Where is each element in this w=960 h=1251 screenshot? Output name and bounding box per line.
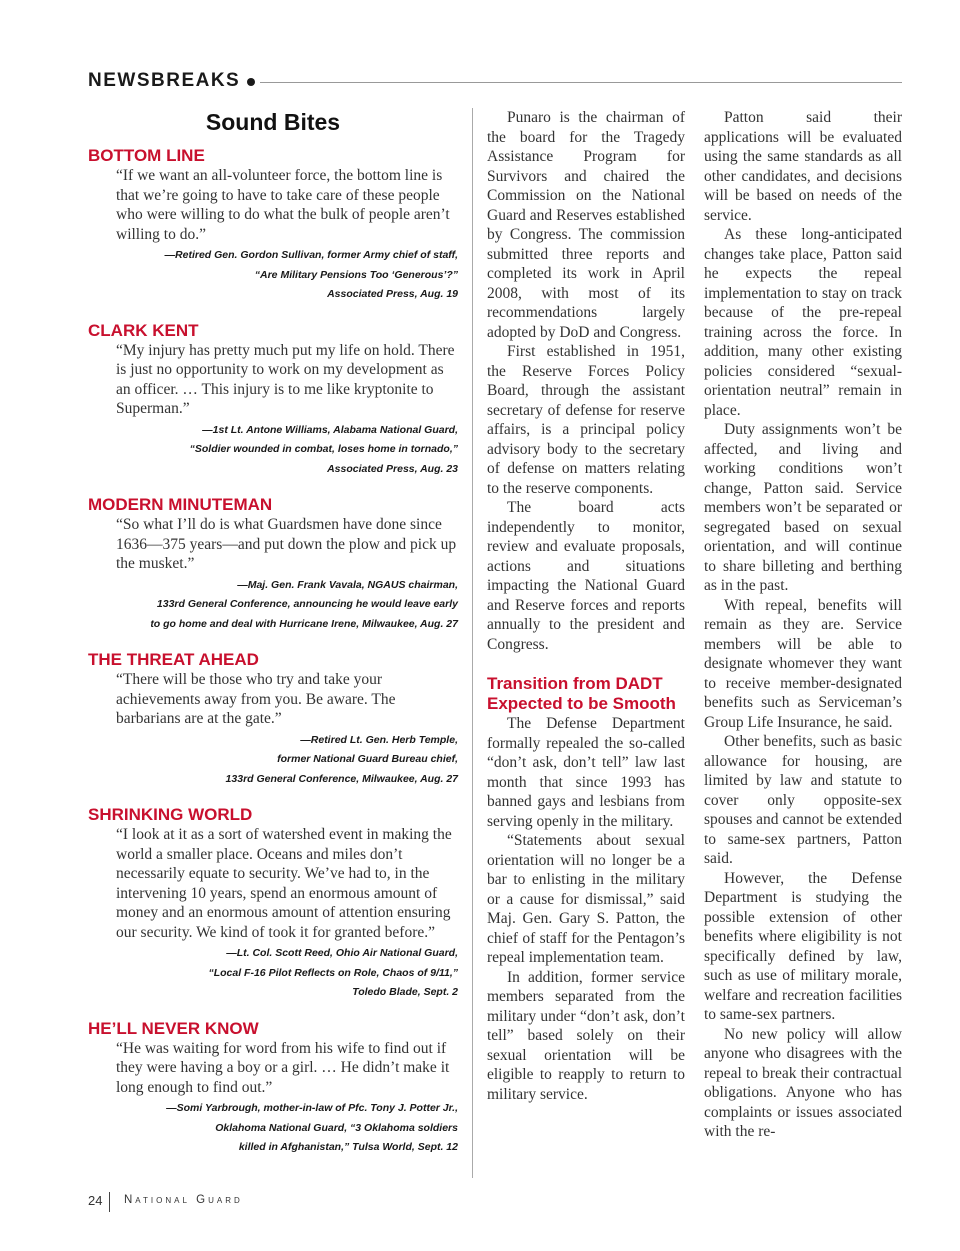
attribution-line: former National Guard Bureau chief,: [277, 753, 458, 765]
sound-bite-item: [88, 805, 458, 1003]
article-paragraph: With repeal, benefits will remain as they are. Service members will be able to designate whomever they want to receive member-designated benefits such as Serviceman’s Group Life Insurance, he said.: [704, 596, 902, 731]
article-subheading: Transition from DADT Expected to be Smooth: [487, 674, 676, 713]
article-paragraph: Duty assignments won’t be affected, and living and working conditions won’t change, Patton said. Service members won’t be separated or segregated based on sexual orientation, and will continue to share billeting and berthing as in the past.: [704, 421, 902, 594]
article-paragraph: Punaro is the chairman of the board for the Tragedy Assistance Program for Survivors and chaired the Commission on the National Guard and Reserves established by Congress. The commission submitted three reports and completed its work in April 2008, with most of its recommendations largely adopted by DoD and Congress.: [487, 109, 685, 341]
article-paragraph: However, the Defense Department is studying the possible extension of other benefits where eligibility is not specifically defined by law, such as use of military morale, welfare and recreation facilities to same-sex partners.: [704, 869, 902, 1023]
attribution-line: —Lt. Col. Scott Reed, Ohio Air National Guard,: [226, 947, 458, 959]
footer-divider: [109, 1192, 110, 1212]
sound-bite-heading: MODERN MINUTEMAN: [88, 495, 273, 514]
page-number: 24: [88, 1193, 103, 1208]
attribution-line: —Retired Lt. Gen. Herb Temple,: [300, 733, 458, 746]
sound-bite-heading: CLARK KENT: [88, 320, 199, 340]
article-column-right: [704, 108, 902, 1142]
attribution-line: —Maj. Gen. Frank Vavala, NGAUS chairman,: [237, 578, 458, 591]
sound-bite-heading: SHRINKING WORLD: [88, 805, 253, 824]
sound-bite-item: [88, 321, 458, 480]
sound-bites-column: [88, 108, 458, 1174]
attribution-line: —Somi Yarbrough, mother-in-law of Pfc. Tony J. Potter Jr.,: [166, 1102, 458, 1114]
attribution-line: “Soldier wounded in combat, loses home in tornado,”: [189, 443, 458, 455]
attribution-line: Toledo Blade, Sept. 2: [352, 986, 458, 998]
sound-bite-quote: “There will be those who try and take your achievements away from you. Be aware. The barbarians are at the gate.”: [116, 671, 396, 727]
attribution-line: 133rd General Conference, announcing he would leave early: [156, 598, 458, 610]
article-paragraph: First established in 1951, the Reserve Forces Policy Board, through the assistant secretary of defense for reserve affairs, is a principal policy advisory body to the secretary of defense on matters relating to the reserve components.: [487, 343, 685, 497]
sound-bite-quote: “I look at it as a sort of watershed event in making the world a smaller place. Oceans and miles don’t necessarily equate to security. We’ve had to, in the intervening 10 years, spend an enormous amount of money and an enormous amount of attention ensuring our security. We kind of took it for granted before.”: [116, 826, 452, 941]
article-paragraph: Other benefits, such as basic allowance for housing, are limited by law and statute to cover only opposite-sex spouses and cannot be extended to same-sex partners, Patton said.: [704, 733, 902, 867]
sound-bite-item: [88, 650, 458, 789]
sound-bite-quote: “So what I’ll do is what Guardsmen have done since 1636—375 years—and put down the plow and pick up the musket.”: [116, 516, 457, 572]
attribution-line: 133rd General Conference, Milwaukee, Aug. 27: [225, 772, 458, 785]
sound-bite-item: [88, 495, 458, 634]
sound-bite-heading: THE THREAT AHEAD: [88, 650, 259, 669]
article-paragraph: No new policy will allow anyone who disagrees with the repeal to break their contractual obligations. Anyone who has complaints or issues associated with the re-: [704, 1025, 902, 1140]
header-rule: [260, 82, 902, 83]
column-divider: [472, 108, 473, 1178]
bullet-dot-icon: [247, 78, 255, 86]
section-header: [88, 70, 902, 94]
section-title: NEWSBREAKS: [88, 70, 241, 91]
attribution-line: “Are Military Pensions Too ‘Generous’?”: [254, 268, 458, 281]
sound-bite-heading: HE’LL NEVER KNOW: [88, 1018, 259, 1038]
attribution-line: Oklahoma National Guard, “3 Oklahoma soldiers: [215, 1121, 458, 1134]
sound-bite-item: [88, 146, 458, 305]
attribution-line: Associated Press, Aug. 23: [327, 462, 458, 475]
attribution-line: —Retired Gen. Gordon Sullivan, former Army chief of staff,: [164, 249, 458, 261]
attribution-line: Associated Press, Aug. 19: [327, 288, 458, 300]
sound-bite-quote: “He was waiting for word from his wife to find out if they were having a boy or a girl. … He didn’t make it long enough to find out.”: [116, 1039, 450, 1096]
article-paragraph: “Statements about sexual orientation will no longer be a bar to enlisting in the military or a cause for dismissal,” said Maj. Gen. Gary S. Patton, the chief of staff for the Pentagon’s repeal implementation team.: [487, 832, 685, 966]
article-paragraph: As these long-anticipated changes take place, Patton said he expects the repeal implementation to stay on track because of the pre-repeal training across the force. In addition, many other existing policies considered “sexual-orientation neutral” remain in place.: [704, 226, 902, 419]
sound-bite-heading: BOTTOM LINE: [88, 146, 205, 165]
sound-bite-quote: “My injury has pretty much put my life on hold. There is just no opportunity to work on my development as an officer. … This injury is to me like kryptonite to Superman.”: [116, 341, 455, 417]
attribution-line: to go home and deal with Hurricane Irene, Milwaukee, Aug. 27: [150, 617, 458, 630]
article-column-middle: [487, 108, 685, 1104]
sound-bite-item: [88, 1019, 458, 1158]
sound-bites-title: Sound Bites: [205, 109, 341, 135]
attribution-line: “Local F-16 Pilot Reflects on Role, Chaos of 9/11,”: [208, 966, 458, 979]
article-paragraph: The board acts independently to monitor, review and evaluate proposals, actions and situations impacting the National Guard and Reserve forces and reports annually to the president and Congress.: [487, 499, 685, 653]
magazine-name: National Guard: [124, 1194, 243, 1206]
sound-bite-quote: “If we want an all-volunteer force, the bottom line is that we’re going to have to take care of these people who were willing to do what the bulk of people aren’t willing to do.”: [116, 167, 450, 243]
attribution-line: killed in Afghanistan,” Tulsa World, Sept. 12: [238, 1141, 458, 1153]
article-paragraph: The Defense Department formally repealed the so-called “don’t ask, don’t tell” law last month that since 1993 has banned gays and lesbians from serving openly in the military.: [487, 715, 685, 830]
attribution-line: —1st Lt. Antone Williams, Alabama National Guard,: [202, 423, 458, 436]
article-paragraph: Patton said their applications will be evaluated using the same standards as all other candidates, and decisions will be based on needs of the service.: [704, 109, 902, 224]
article-paragraph: In addition, former service members separated from the military under “don’t ask, don’t tell” based solely on their sexual orientation will be eligible to reapply to return to military service.: [487, 968, 685, 1103]
